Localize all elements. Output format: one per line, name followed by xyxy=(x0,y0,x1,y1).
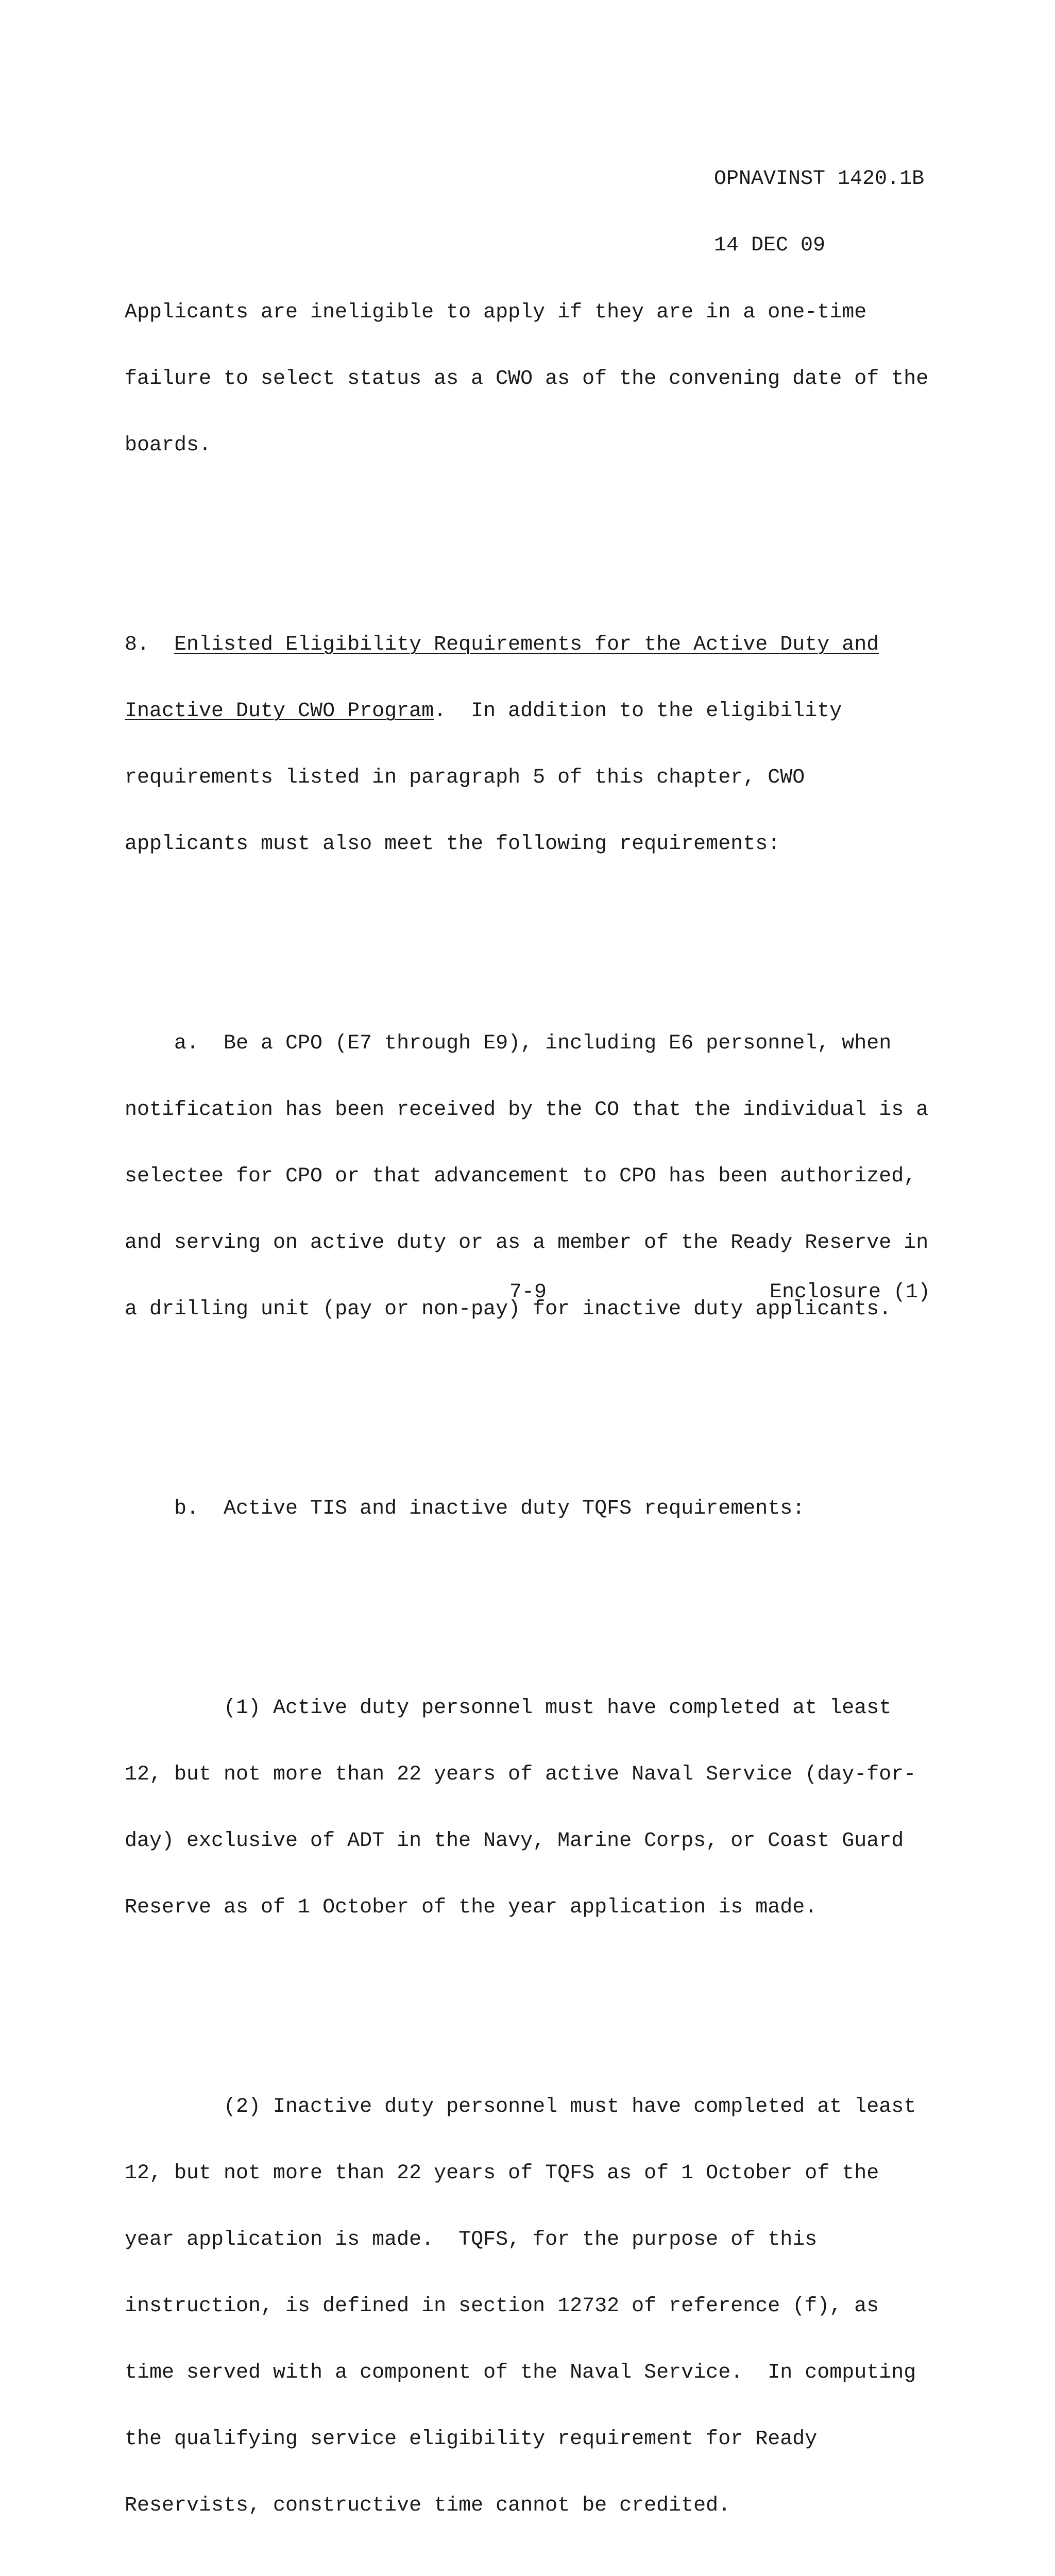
text-line: day) exclusive of ADT in the Navy, Marine Corps, or Coast Guard xyxy=(125,1829,904,1853)
text-line xyxy=(125,700,939,722)
text-line xyxy=(125,634,939,656)
paragraph-8a xyxy=(125,988,939,1365)
text-line: year application is made. TQFS, for the purpose of this xyxy=(125,2228,818,2251)
text-line: a. Be a CPO (E7 through E9), including E6 personnel, when xyxy=(125,1032,892,1055)
text-line: 12, but not more than 22 years of active Naval Service (day-for- xyxy=(125,1763,916,1786)
instruction-number: OPNAVINST 1420.1B xyxy=(714,167,925,191)
text-line: failure to select status as a CWO as of the convening date of the xyxy=(125,367,929,391)
section-text: . In addition to the eligibility xyxy=(434,700,842,723)
text-line: time served with a component of the Naval Service. In computing xyxy=(125,2361,916,2384)
text-line: (1) Active duty personnel must have completed at least xyxy=(125,1697,892,1720)
paragraph-8b xyxy=(125,1453,939,1564)
section-number: 8. xyxy=(125,633,175,656)
enclosure-label: Enclosure (1) xyxy=(770,1281,931,1304)
text-line: the qualifying service eligibility requirement for Ready xyxy=(125,2428,818,2451)
text-line: requirements listed in paragraph 5 of this chapter, CWO xyxy=(125,766,805,789)
text-line: selectee for CPO or that advancement to CPO has been authorized, xyxy=(125,1165,916,1188)
section-title: Enlisted Eligibility Requirements for the Active Duty and xyxy=(174,633,879,656)
paragraph-8 xyxy=(125,589,939,900)
paragraph-8b1 xyxy=(125,1653,939,1963)
text-line: a drilling unit (pay or non-pay) for inactive duty applicants. xyxy=(125,1298,892,1321)
text-line: applicants must also meet the following requirements: xyxy=(125,833,780,856)
text-line: Reserve as of 1 October of the year application is made. xyxy=(125,1896,818,1919)
text-line: and serving on active duty or as a member of the Ready Reserve in xyxy=(125,1231,929,1255)
text-line: instruction, is defined in section 12732 of reference (f), as xyxy=(125,2295,879,2318)
paragraph-intro xyxy=(125,257,939,501)
text-line: 12, but not more than 22 years of TQFS as of 1 October of the xyxy=(125,2162,879,2185)
text-line: b. Active TIS and inactive duty TQFS requirements: xyxy=(125,1497,805,1520)
text-line: notification has been received by the CO that the individual is a xyxy=(125,1098,929,1122)
text-line: Reservists, constructive time cannot be credited. xyxy=(125,2494,731,2517)
text-line: Applicants are ineligible to apply if they are in a one-time xyxy=(125,301,867,324)
paragraph-8b2 xyxy=(125,2052,939,2561)
document-body xyxy=(125,191,939,2576)
text-line: (2) Inactive duty personnel must have completed at least xyxy=(125,2095,916,2119)
page-number: 7-9 xyxy=(509,1281,547,1304)
text-line: boards. xyxy=(125,434,212,457)
instruction-date: 14 DEC 09 xyxy=(714,234,826,257)
section-title: Inactive Duty CWO Program xyxy=(125,700,434,723)
